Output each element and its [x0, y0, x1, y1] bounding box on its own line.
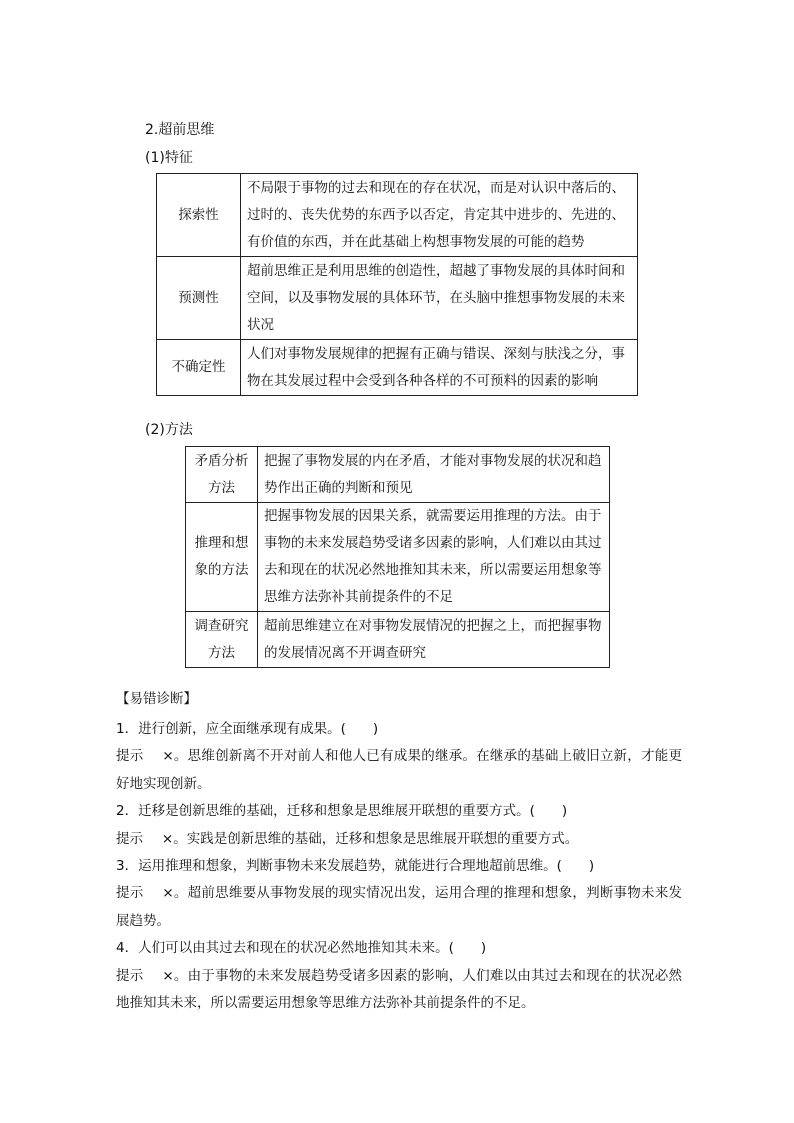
table-row: [157, 340, 638, 396]
section-heading: 2.超前思维: [145, 122, 215, 138]
answer-text: [116, 826, 682, 853]
method-description: 把握事物发展的因果关系，就需要运用推理的方法。由于事物的未来发展趋势受诸多因素的影响，人们难以由其过去和现在的状况必然地推知其未来，所以需要运用想象等思维方法弥补其前提条件的不足: [258, 503, 610, 612]
answer-text: [116, 880, 682, 935]
method-table: [185, 446, 610, 668]
feature-label: 不确定性: [157, 340, 241, 396]
answer-body: ×。思维创新离不开对前人和他人已有成果的继承。在继承的基础上破旧立新，才能更好地实现创新。: [116, 748, 683, 792]
hint-label: 提示: [116, 885, 144, 902]
method-label: 矛盾分析方法: [186, 447, 258, 503]
diagnosis-list: [116, 716, 682, 1017]
table-row: [186, 612, 610, 668]
method-label: 调查研究方法: [186, 612, 258, 668]
answer-body: ×。超前思维要从事物发展的现实情况出发，运用合理的推理和想象，判断事物未来发展趋势。: [116, 885, 683, 929]
answer-text: [116, 963, 682, 1018]
feature-label: 预测性: [157, 257, 241, 340]
method-label: 推理和想象的方法: [186, 503, 258, 612]
feature-table: [156, 173, 638, 396]
feature-subheading: (1)特征: [145, 150, 193, 166]
hint-label: 提示: [116, 967, 144, 984]
answer-body: ×。实践是创新思维的基础，迁移和想象是思维展开联想的重要方式。: [161, 830, 579, 847]
answer-body: ×。由于事物的未来发展趋势受诸多因素的影响，人们难以由其过去和现在的状况必然地推知其未来，所以需要运用想象等思维方法弥补其前提条件的不足。: [116, 967, 683, 1012]
method-subheading: (2)方法: [145, 422, 193, 438]
table-row: [157, 174, 638, 257]
question-text: 1．进行创新，应全面继承现有成果。( ): [116, 721, 379, 737]
table-row: [186, 447, 610, 503]
question-text: 3．运用推理和想象，判断事物未来发展趋势，就能进行合理地超前思维。( ): [116, 858, 595, 875]
question-text: 2．迁移是创新思维的基础，迁移和想象是思维展开联想的重要方式。( ): [116, 803, 568, 820]
feature-description: 超前思维正是利用思维的创造性，超越了事物发展的具体时间和空间，以及事物发展的具体环节，在头脑中推想事物发展的未来状况: [241, 257, 638, 340]
hint-label: 提示: [116, 830, 143, 847]
method-description: 超前思维建立在对事物发展情况的把握之上，而把握事物的发展情况离不开调查研究: [258, 612, 610, 668]
feature-label: 探索性: [157, 174, 241, 257]
method-description: 把握了事物发展的内在矛盾，才能对事物发展的状况和趋势作出正确的判断和预见: [258, 447, 610, 503]
table-row: [186, 503, 610, 612]
feature-description: 人们对事物发展规律的把握有正确与错误、深刻与肤浅之分，事物在其发展过程中会受到各种各样的不可预料的因素的影响: [241, 340, 638, 396]
diagnosis-title: 【易错诊断】: [116, 691, 197, 707]
question-text: 4．人们可以由其过去和现在的状况必然地推知其未来。( ): [116, 940, 487, 957]
answer-text: [116, 743, 682, 798]
hint-label: 提示: [116, 748, 144, 765]
table-row: [157, 257, 638, 340]
feature-description: 不局限于事物的过去和现在的存在状况，而是对认识中落后的、过时的、丧失优势的东西予以否定，肯定其中进步的、先进的、有价值的东西，并在此基础上构想事物发展的可能的趋势: [241, 174, 638, 257]
